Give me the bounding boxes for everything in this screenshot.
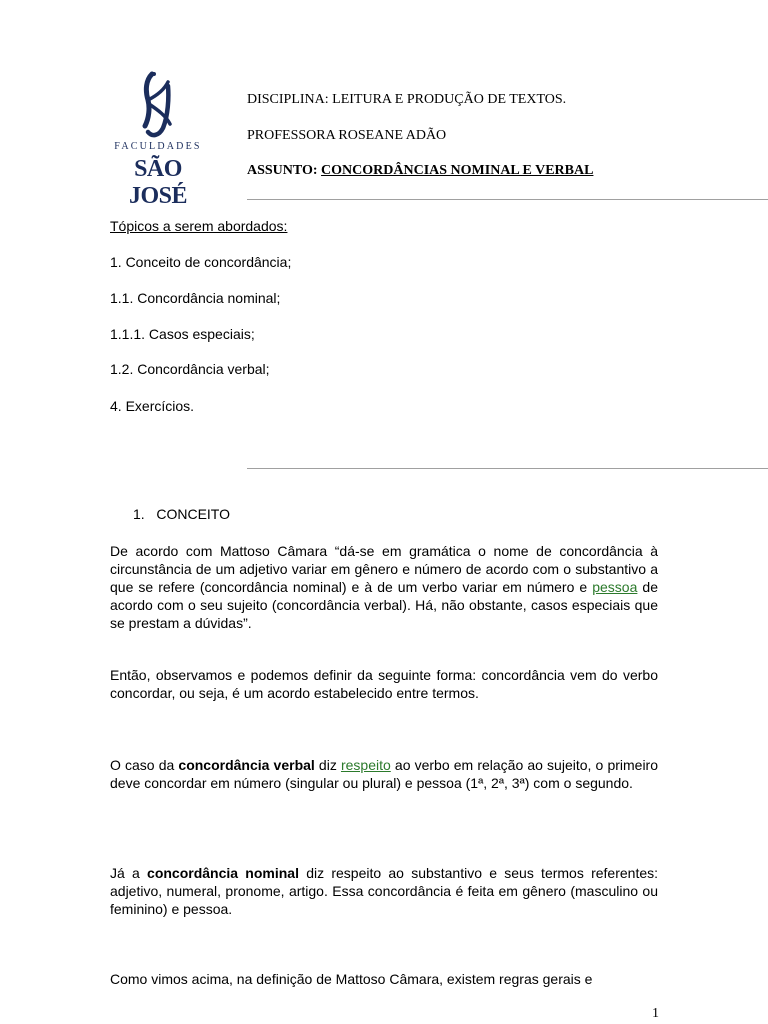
topics-heading: Tópicos a serem abordados: bbox=[110, 218, 288, 234]
paragraph-text: O caso da bbox=[110, 757, 179, 773]
assunto-label: ASSUNTO: bbox=[247, 163, 318, 178]
header-divider bbox=[247, 199, 768, 200]
paragraph-nominal bbox=[110, 864, 658, 918]
assunto-line bbox=[247, 163, 593, 179]
topic-item: 1.1.1. Casos especiais; bbox=[110, 326, 255, 342]
monogram-icon bbox=[108, 70, 208, 140]
section-heading bbox=[133, 506, 230, 522]
paragraph-verbal bbox=[110, 756, 658, 792]
assunto-value: CONCORDÂNCIAS NOMINAL E VERBAL bbox=[321, 163, 594, 178]
topic-item: 4. Exercícios. bbox=[110, 398, 195, 414]
paragraph-text: ao verbo em relação ao sujeito, o primeiro deve concordar em número (singular ou plural) e pessoa (1ª, 2ª, 3ª) com o segundo. bbox=[110, 757, 659, 791]
topic-item: 1. Conceito de concordância; bbox=[110, 254, 292, 270]
section-divider bbox=[247, 468, 768, 469]
bold-term: concordância nominal bbox=[147, 865, 299, 881]
paragraph-rules: Como vimos acima, na definição de Mattoso Câmara, existem regras gerais e bbox=[110, 971, 593, 987]
section-number: 1. bbox=[133, 506, 145, 522]
respeito-link[interactable]: respeito bbox=[340, 757, 391, 773]
disciplina-line: DISCIPLINA: LEITURA E PRODUÇÃO DE TEXTOS. bbox=[247, 92, 567, 107]
page-number: 1 bbox=[652, 1006, 659, 1021]
logo-line-sao-jose: SÃO JOSÉ bbox=[128, 156, 188, 209]
logo-line-faculdades: FACULDADES bbox=[114, 141, 202, 152]
topic-item: 1.1. Concordância nominal; bbox=[110, 290, 281, 306]
professora-line: PROFESSORA ROSEANE ADÃO bbox=[247, 128, 447, 143]
paragraph-observation: Então, observamos e podemos definir da seguinte forma: concordância vem do verbo concordar, ou seja, é um acordo estabelecido entre termos. bbox=[110, 667, 658, 701]
paragraph-text: Já a bbox=[110, 865, 148, 881]
bold-term: concordância verbal bbox=[178, 757, 315, 773]
paragraph-text: de acordo com o seu sujeito (concordância verbal). Há, não obstante, casos especiais que se prestam a dúvidas”. bbox=[110, 579, 659, 631]
paragraph-text: diz respeito ao substantivo e seus termos referentes: adjetivo, numeral, pronome, artigo. Essa concordância é feita em gênero (masculino ou feminino) e pessoa. bbox=[110, 865, 659, 917]
paragraph-text: diz bbox=[314, 757, 341, 773]
topic-item: 1.2. Concordância verbal; bbox=[110, 361, 270, 377]
pessoa-link[interactable]: pessoa bbox=[592, 579, 638, 595]
paragraph-definition bbox=[110, 542, 658, 632]
paragraph-text: De acordo com Mattoso Câmara “dá-se em gramática o nome de concordância à circunstância de um adjetivo variar em gênero e número de acordo com o substantivo a que se refere (concordância nominal) e à de um verbo variar em número e bbox=[110, 543, 658, 595]
faculdades-sao-jose-logo bbox=[108, 70, 208, 209]
section-title: CONCEITO bbox=[156, 506, 230, 522]
